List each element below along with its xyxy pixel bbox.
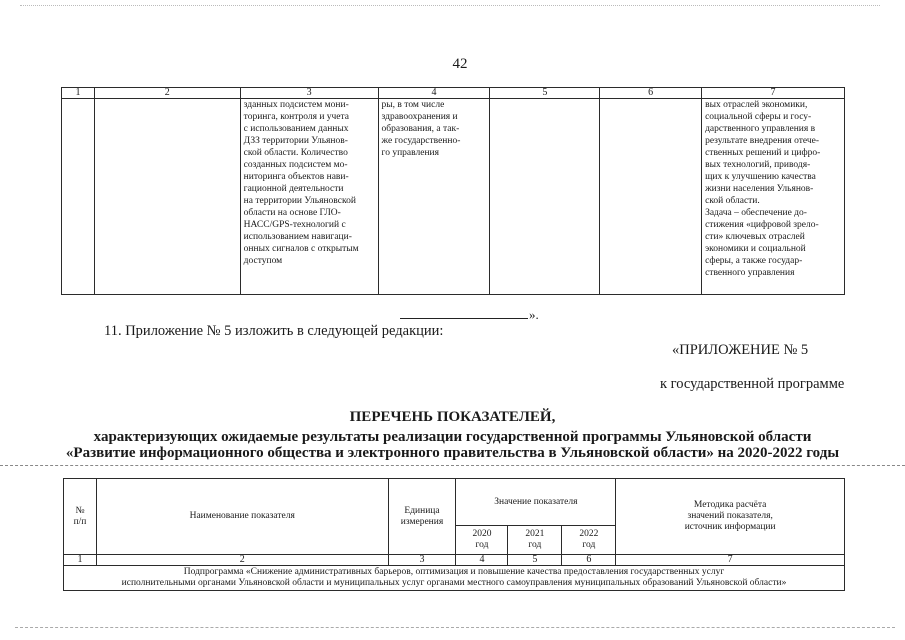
column-number: 2: [96, 555, 388, 566]
col-header: 2: [94, 88, 240, 99]
col-header-year: 2021 год: [508, 526, 562, 555]
table-cell: [600, 99, 702, 295]
column-number: 5: [508, 555, 562, 566]
scan-bottom-edge: [15, 627, 895, 628]
col-header-year: 2022 год: [562, 526, 616, 555]
scan-fold-line: [0, 465, 905, 466]
document-heading-line3: «Развитие информационного общества и электронного правительства в Ульяновской области» на 2020-2022 годы: [65, 445, 840, 461]
col-header-value: Значение показателя: [456, 479, 616, 526]
page-number: 42: [452, 56, 468, 72]
table-row: [62, 99, 845, 295]
column-number: 7: [616, 555, 845, 566]
appendix-label: «ПРИЛОЖЕНИЕ № 5: [672, 342, 809, 358]
signature-underline: [400, 306, 528, 319]
col-header-name: Наименование показателя: [96, 479, 388, 555]
col-header: 3: [240, 88, 378, 99]
appendix-subtitle: к государственной программе: [660, 376, 845, 392]
column-number: 3: [388, 555, 456, 566]
col-header-unit: Единица измерения: [388, 479, 456, 555]
table-cell: [62, 99, 95, 295]
column-number: 1: [64, 555, 97, 566]
subprogram-title: Подпрограмма «Снижение административных барьеров, оптимизация и повышение качества предоставления государственных услуг исполнительными органами Ульяновской области и муниципальных услуг органами местного самоуправления муниципальных образований Ульяновской области»: [64, 566, 845, 591]
indicators-table: [63, 478, 845, 591]
column-number: 4: [456, 555, 508, 566]
col-header: 7: [702, 88, 845, 99]
column-number: 6: [562, 555, 616, 566]
table-header-row: [64, 479, 845, 526]
table-cell-sector-text: ры, в том числе здравоохранения и образования, а так- же государственно- го управления: [378, 99, 490, 295]
document-heading-line2: характеризующих ожидаемые результаты реализации государственной программы Ульяновской области: [93, 429, 812, 445]
col-header: 4: [378, 88, 490, 99]
col-header-method: Методика расчёта значений показателя, источник информации: [616, 479, 845, 555]
column-number-row: [64, 555, 845, 566]
table-header-row: [62, 88, 845, 99]
col-header: 1: [62, 88, 95, 99]
document-heading-title: ПЕРЕЧЕНЬ ПОКАЗАТЕЛЕЙ,: [349, 409, 556, 425]
col-header: 5: [490, 88, 600, 99]
table-cell: [94, 99, 240, 295]
col-header-year: 2020 год: [456, 526, 508, 555]
closing-quote: ».: [529, 307, 539, 322]
scan-top-edge: [20, 5, 880, 6]
table-cell-indicator-text: зданных подсистем мони- торинга, контроля и учета с использованием данных ДЗЗ территории Ульянов- ской области. Количество созданных подсистем мо- ниторинга объектов нави- гационной деятельности на территории Ульяновской области на основе ГЛО- НАСС/GPS-технологий с использованием навигаци- онных сигналов с открытым доступом: [240, 99, 378, 295]
continued-table: [61, 87, 845, 295]
table-cell-goal-text: вых отраслей экономики, социальной сферы и госу- дарственного управления в результате внедрения отече- ственных решений и цифро- вых технологий, приводя- щих к улучшению качества жизни населения Ульянов- ской области. Задача – обеспечение до- стижения «цифровой зрело- сти» ключевых отраслей экономики и социальной сферы, а также государ- ственного управления: [702, 99, 845, 295]
subprogram-row: [64, 566, 845, 591]
item-11-text: 11. Приложение № 5 изложить в следующей редакции:: [104, 323, 444, 339]
col-header: 6: [600, 88, 702, 99]
table-cell: [490, 99, 600, 295]
col-header-number: № п/п: [64, 479, 97, 555]
